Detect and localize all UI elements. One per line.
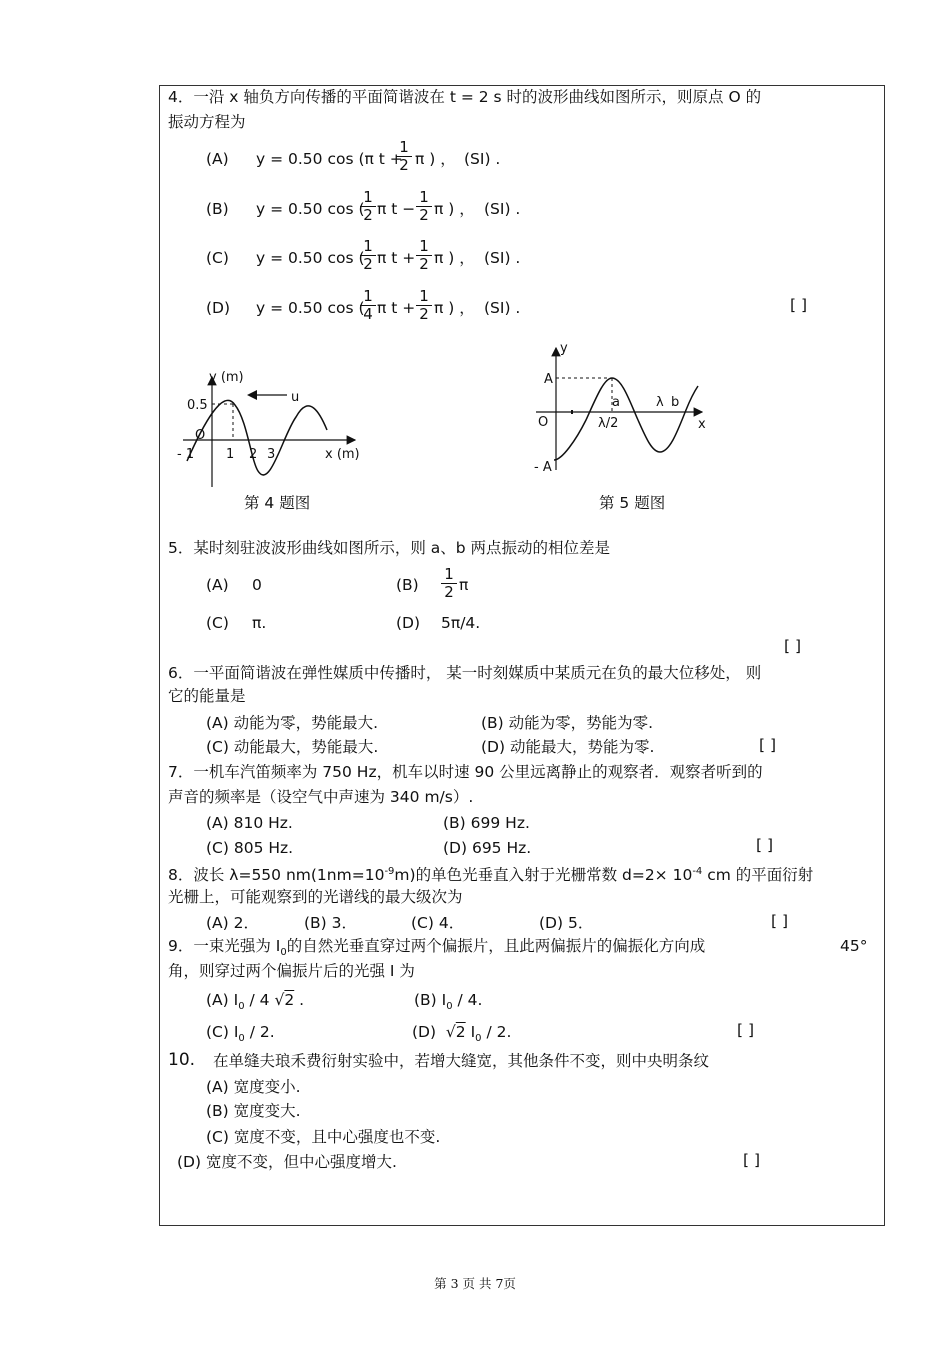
q9-option-b[interactable]: (B) $I_0 / 4$.: [414, 991, 483, 1013]
q6-stem-line2: 它的能量是: [168, 687, 246, 705]
option-formula-middle: π t +: [377, 249, 416, 267]
sqrt-icon: √: [274, 991, 285, 1009]
option-formula-prefix: y = 0.50 cos (: [256, 249, 365, 267]
figure-4-wave: [175, 365, 375, 495]
figure-4-caption: 第 4 题图: [244, 494, 311, 512]
wave-curve: [187, 400, 327, 475]
figure-5-caption: 第 5 题图: [599, 494, 666, 512]
option-formula-middle: π t +: [377, 299, 416, 317]
q9-option-a[interactable]: (A) $I_0 / 4$ √2 .: [206, 991, 305, 1013]
q7-option-c[interactable]: (C) 805 Hz.: [206, 839, 294, 857]
velocity-arrowhead: [247, 390, 257, 400]
x-axis-label: x (m): [325, 447, 360, 462]
q8-answer-bracket[interactable]: [ ]: [771, 912, 789, 930]
half-lambda-label: λ/2: [598, 416, 619, 431]
tick-label: 3: [267, 447, 276, 462]
option-formula-prefix: y = 0.50 cos (: [256, 299, 365, 317]
option-label: (A): [206, 576, 229, 594]
q7-answer-bracket[interactable]: [ ]: [756, 836, 774, 854]
option-formula-prefix: y = 0.50 cos (: [256, 200, 365, 218]
point-a-label: a: [612, 395, 620, 410]
sqrt-icon: √: [445, 1023, 456, 1041]
q8-stem-line2: 光栅上，可能观察到的光谱线的最大级次为: [168, 888, 463, 906]
option-label: (B): [206, 200, 229, 218]
fraction: $\frac{1}{2}$: [360, 238, 376, 273]
q9-option-c[interactable]: (C) $I_0 / 2$.: [206, 1023, 275, 1045]
option-formula-suffix: π ) ，: [415, 150, 456, 168]
fraction: $\frac{1}{2}$: [416, 288, 432, 323]
q8-option-b[interactable]: (B) 3．: [304, 914, 358, 932]
q7-stem-line1: 7．一机车汽笛频率为 750 Hz，机车以时速 90 公里远离静止的观察者．观察者听到的: [168, 763, 763, 781]
wave-curve: [554, 378, 698, 460]
q9-stem-line1: 9．一束光强为 $I_0$的自然光垂直穿过两个偏振片，且此两偏振片的偏振化方向成: [168, 937, 706, 959]
q6-option-b[interactable]: (B) 动能为零，势能为零.: [481, 714, 654, 732]
q9-stem-line2: 角，则穿过两个偏振片后的光强 I 为: [168, 962, 415, 980]
q8-option-c[interactable]: (C) 4．: [411, 914, 465, 932]
option-value: 0: [252, 576, 262, 594]
tick-label: - 1: [177, 447, 195, 462]
option-value: π.: [252, 614, 267, 632]
option-unit: (SI) .: [484, 200, 521, 218]
fraction: $\frac{1}{2}$: [441, 566, 457, 601]
q6-option-d[interactable]: (D) 动能最大，势能为零.: [481, 738, 655, 756]
q8-stem-line1: 8．波长 λ=550 $nm(1nm=10^{-9}m)$的单色光垂直入射于光栅常数 $d=2\times 10^{-4}$ cm 的平面衍射: [168, 866, 814, 885]
option-label: (D): [206, 299, 231, 317]
q10-option-b[interactable]: (B) 宽度变大.: [206, 1102, 301, 1120]
y-axis-label: y: [560, 341, 568, 356]
option-unit: (SI) .: [464, 150, 501, 168]
option-value: 5π/4.: [441, 614, 481, 632]
q10-answer-bracket[interactable]: [ ]: [743, 1151, 761, 1169]
q7-option-d[interactable]: (D) 695 Hz.: [443, 839, 532, 857]
option-value: π: [459, 576, 469, 594]
velocity-label: u: [291, 390, 300, 405]
tick-label: 1: [226, 447, 235, 462]
fraction: $\frac{1}{2}$: [360, 189, 376, 224]
page-footer: 第 3 页 共 7页: [434, 1276, 516, 1291]
q7-option-a[interactable]: (A) 810 Hz.: [206, 814, 293, 832]
fraction: $\frac{1}{2}$: [416, 238, 432, 273]
negative-amplitude-label: - A: [534, 460, 552, 475]
option-label: (B): [396, 576, 419, 594]
figure-5-standing-wave: [530, 340, 730, 480]
amplitude-label: A: [544, 372, 553, 387]
q8-option-d[interactable]: (D) 5．: [539, 914, 594, 932]
option-label: (C): [206, 249, 229, 267]
option-label: (C): [206, 614, 229, 632]
q10-stem: 在单缝夫琅禾费衍射实验中，若增大缝宽，其他条件不变，则中央明条纹: [213, 1052, 710, 1070]
y-axis-label: y (m): [209, 370, 244, 385]
q4-stem-line2: 振动方程为: [168, 113, 246, 131]
q8-option-a[interactable]: (A) 2．: [206, 914, 259, 932]
q5-stem: 5．某时刻驻波波形曲线如图所示，则 a、b 两点振动的相位差是: [168, 539, 611, 557]
q9-answer-bracket[interactable]: [ ]: [737, 1021, 755, 1039]
fraction: $\frac{1}{2}$: [396, 139, 412, 174]
q9-option-d[interactable]: (D) √2 $I_0 / 2$.: [412, 1023, 512, 1045]
option-label: (D): [396, 614, 421, 632]
q10-number: 10.: [168, 1050, 196, 1070]
amplitude-label: 0.5: [187, 398, 208, 413]
q10-option-c[interactable]: (C) 宽度不变，且中心强度也不变.: [206, 1128, 441, 1146]
x-axis-label: x: [698, 417, 706, 432]
point-b-label: b: [671, 395, 680, 410]
lambda-label: λ: [656, 395, 664, 410]
origin-label: O: [538, 415, 549, 430]
option-formula-suffix: π ) ，: [434, 249, 475, 267]
q6-option-c[interactable]: (C) 动能最大，势能最大.: [206, 738, 379, 756]
q6-option-a[interactable]: (A) 动能为零，势能最大.: [206, 714, 379, 732]
q7-option-b[interactable]: (B) 699 Hz.: [443, 814, 530, 832]
fraction: $\frac{1}{2}$: [416, 189, 432, 224]
option-unit: (SI) .: [484, 299, 521, 317]
q7-stem-line2: 声音的频率是（设空气中声速为 340 m/s）.: [168, 788, 474, 806]
option-formula-suffix: π ) ，: [434, 299, 475, 317]
q5-answer-bracket[interactable]: [ ]: [784, 637, 802, 655]
origin-label: O: [195, 428, 206, 443]
q4-answer-bracket[interactable]: [ ]: [790, 296, 808, 314]
option-formula-suffix: π ) ，: [434, 200, 475, 218]
q6-stem-line1: 6．一平面简谐波在弹性媒质中传播时， 某一时刻媒质中某质元在负的最大位移处， 则: [168, 664, 762, 682]
option-label: (A): [206, 150, 229, 168]
option-formula-middle: π t −: [377, 200, 416, 218]
q9-angle: 45°: [840, 937, 868, 955]
fraction: $\frac{1}{4}$: [360, 288, 376, 323]
tick-label: 2: [249, 447, 258, 462]
q4-stem-line1: 4．一沿 x 轴负方向传播的平面简谐波在 t = 2 s 时的波形曲线如图所示，则原点 O 的: [168, 88, 762, 106]
option-unit: (SI) .: [484, 249, 521, 267]
q10-option-d[interactable]: (D) 宽度不变，但中心强度增大.: [177, 1153, 397, 1171]
option-formula-prefix: y = 0.50 cos (π t +: [256, 150, 403, 168]
q6-answer-bracket[interactable]: [ ]: [759, 736, 777, 754]
q10-option-a[interactable]: (A) 宽度变小.: [206, 1078, 301, 1096]
